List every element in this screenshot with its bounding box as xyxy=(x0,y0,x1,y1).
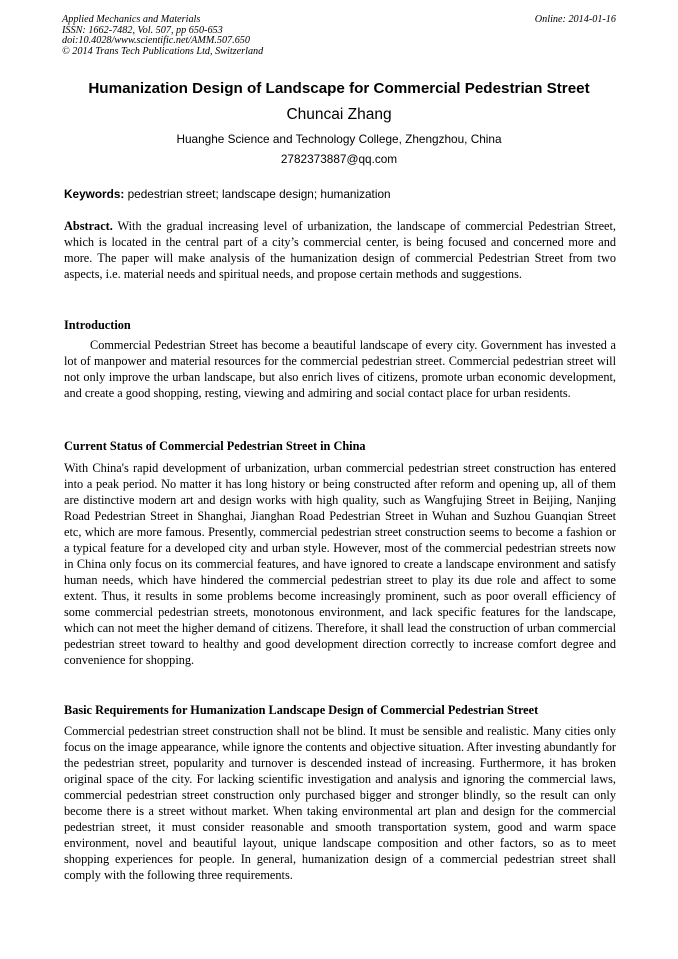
section-heading-basic-requirements: Basic Requirements for Humanization Landscape Design of Commercial Pedestrian Street xyxy=(64,703,539,717)
section-body-basic-requirements: Commercial pedestrian street construction shall not be blind. It must be sensible and realistic. Many cities only focus on the image appearance, while ignore the contents and objective situation. After investing abundantly for the pedestrian street, popularity and turnover is descended instead of increasing. Furthermore, it has broken original space of the city. For lacking scientific investigation and analysis and ignoring the commercial laws, commercial pedestrian street construction only purchased bigger and stronger blindly, so the result can only become there is a street without market. When taking environmental art plan and design for the commercial pedestrian street, it must consider reasonable and smooth transportation system, good and warm space environment, novel and beautiful layout, unique landscape composition and other factors, so as to meet shopping experiences for people. In general, humanization design of a commercial pedestrian street shall comply with the following three requirements. xyxy=(64,724,616,882)
issn-line: ISSN: 1662-7482, Vol. 507, pp 650-653 xyxy=(62,24,223,36)
author-name: Chuncai Zhang xyxy=(286,106,392,123)
abstract-text: With the gradual increasing level of urbanization, the landscape of commercial Pedestrian Street, which is located in the central part of a city’s commercial center, is being focused and concerned more and more. The paper will make analysis of the humanization design of commercial Pedestrian Street from two aspects, i.e. material needs and spiritual needs, and propose certain methods and suggestions. xyxy=(64,219,616,281)
paper-title: Humanization Design of Landscape for Commercial Pedestrian Street xyxy=(88,80,590,97)
abstract xyxy=(64,218,616,282)
publication-header xyxy=(62,15,616,57)
section-heading-current-status: Current Status of Commercial Pedestrian Street in China xyxy=(64,439,366,453)
section-body-introduction: Commercial Pedestrian Street has become a beautiful landscape of every city. Government has invested a lot of manpower and material resources for the commercial pedestrian street. Commercial pedestrian street will not only improve the urban landscape, but also enrich lives of citizens, promote urban economic development, and create a good shopping, resting, viewing and admiring and social contact place for urban residents. xyxy=(64,338,616,400)
author-email: 2782373887@qq.com xyxy=(280,152,398,166)
author-affiliation: Huanghe Science and Technology College, Zhengzhou, China xyxy=(176,132,502,146)
keywords-line xyxy=(64,187,616,201)
keywords-text: pedestrian street; landscape design; humanization xyxy=(124,187,391,201)
doi-line: doi:10.4028/www.scientific.net/AMM.507.650 xyxy=(62,35,250,47)
online-date: Online: 2014-01-16 xyxy=(534,14,616,25)
section-heading-introduction: Introduction xyxy=(64,318,131,332)
section-body-current-status: With China's rapid development of urbanization, urban commercial pedestrian street construction has entered into a peak period. No matter it has long history or being constructed after reform and opening up, all of them are distinctive modern art and design works with high quality, such as Wangfujing Street in Beijing, Nanjing Road Pedestrian Street in Shanghai, Jianghan Road Pedestrian Street in Wuhan and Suzhou Guanqian Street etc, which are more famous. Presently, commercial pedestrian street construction seems to become a fashion or a typical feature for a developed city and urban style. However, most of the commercial pedestrian streets now in China only focus on its commercial features, and have ignored to create a landscape environment and satisfy human needs, which have hindered the commercial pedestrian street to play its due role and affect to some extent. Thus, it results in some problems become increasingly prominent, such as poor overall efficiency of some commercial pedestrian streets, monotonous environment, and lack specific features for the landscape, which can not meet the higher demand of citizens. Therefore, it shall lead the construction of urban commercial pedestrian street toward to healthy and good development direction correctly to increase comfort degree and convenience for shopping. xyxy=(64,461,616,667)
abstract-label: Abstract. xyxy=(64,219,113,233)
copyright-line: © 2014 Trans Tech Publications Ltd, Switzerland xyxy=(62,45,264,57)
journal-name: Applied Mechanics and Materials xyxy=(62,14,201,25)
keywords-label: Keywords: xyxy=(64,187,125,201)
